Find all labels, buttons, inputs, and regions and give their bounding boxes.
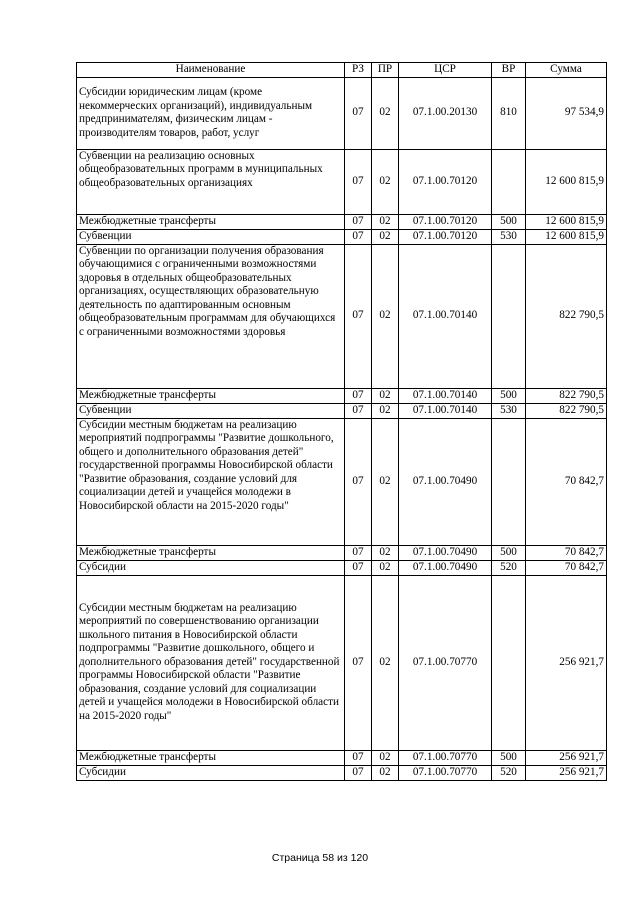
header-sum: Сумма	[526, 63, 607, 78]
cell-csr: 07.1.00.70140	[399, 244, 492, 388]
header-name: Наименование	[77, 63, 345, 78]
cell-sum: 822 790,5	[526, 403, 607, 418]
cell-pr: 02	[372, 214, 399, 229]
cell-vr: 520	[492, 560, 526, 575]
cell-pr: 02	[372, 765, 399, 780]
cell-sum: 12 600 815,9	[526, 149, 607, 214]
cell-vr: 500	[492, 750, 526, 765]
budget-table	[76, 62, 607, 781]
cell-sum: 256 921,7	[526, 765, 607, 780]
table-row	[77, 244, 607, 388]
cell-rz: 07	[345, 244, 372, 388]
cell-name: Субвенции	[77, 229, 345, 244]
table-row	[77, 575, 607, 750]
cell-name: Субсидии местным бюджетам на реализацию мероприятий подпрограммы "Развитие дошкольного, общего и дополнительного образования детей" государственной программы Новосибирской области "Развитие образования, создание условий для социализации детей и учащейся молодежи в Новосибирской области на 2015-2020 годы"	[77, 418, 345, 545]
table-header-row	[77, 63, 607, 78]
table-row	[77, 403, 607, 418]
cell-rz: 07	[345, 418, 372, 545]
cell-vr	[492, 418, 526, 545]
table-row	[77, 388, 607, 403]
cell-name: Субсидии юридическим лицам (кроме некоммерческих организаций), индивидуальным предпринимателям, физическим лицам - производителям товаров, работ, услуг	[77, 77, 345, 149]
cell-name: Межбюджетные трансферты	[77, 750, 345, 765]
cell-sum: 256 921,7	[526, 575, 607, 750]
header-rz: РЗ	[345, 63, 372, 78]
cell-vr	[492, 244, 526, 388]
cell-csr: 07.1.00.70140	[399, 388, 492, 403]
cell-sum: 822 790,5	[526, 244, 607, 388]
cell-sum: 70 842,7	[526, 560, 607, 575]
cell-sum: 70 842,7	[526, 545, 607, 560]
cell-pr: 02	[372, 229, 399, 244]
cell-sum: 97 534,9	[526, 77, 607, 149]
cell-csr: 07.1.00.70770	[399, 765, 492, 780]
cell-rz: 07	[345, 403, 372, 418]
cell-rz: 07	[345, 765, 372, 780]
cell-rz: 07	[345, 575, 372, 750]
cell-vr: 500	[492, 545, 526, 560]
cell-rz: 07	[345, 214, 372, 229]
cell-pr: 02	[372, 545, 399, 560]
cell-pr: 02	[372, 77, 399, 149]
cell-sum: 12 600 815,9	[526, 229, 607, 244]
cell-vr	[492, 575, 526, 750]
table-row	[77, 149, 607, 214]
cell-pr: 02	[372, 403, 399, 418]
cell-name: Межбюджетные трансферты	[77, 388, 345, 403]
cell-vr	[492, 149, 526, 214]
cell-name: Межбюджетные трансферты	[77, 545, 345, 560]
cell-sum: 70 842,7	[526, 418, 607, 545]
cell-csr: 07.1.00.70490	[399, 545, 492, 560]
cell-name: Субвенции на реализацию основных общеобразовательных программ в муниципальных общеобразовательных организациях	[77, 149, 345, 214]
cell-vr: 530	[492, 229, 526, 244]
cell-pr: 02	[372, 560, 399, 575]
cell-csr: 07.1.00.70770	[399, 750, 492, 765]
table-row	[77, 77, 607, 149]
page-number: Страница 58 из 120	[271, 852, 369, 864]
table-row	[77, 750, 607, 765]
header-csr: ЦСР	[399, 63, 492, 78]
cell-rz: 07	[345, 750, 372, 765]
table-row	[77, 560, 607, 575]
cell-rz: 07	[345, 545, 372, 560]
cell-csr: 07.1.00.70490	[399, 418, 492, 545]
cell-sum: 256 921,7	[526, 750, 607, 765]
cell-csr: 07.1.00.70120	[399, 229, 492, 244]
header-pr: ПР	[372, 63, 399, 78]
cell-name: Субсидии местным бюджетам на реализацию мероприятий по совершенствованию организации школьного питания в Новосибирской области подпрограммы "Развитие дошкольного, общего и дополнительного образования детей" государственной программы Новосибирской области "Развитие образования, создание условий для социализации детей и учащейся молодежи в Новосибирской области на 2015-2020 годы"	[77, 575, 345, 750]
cell-csr: 07.1.00.70140	[399, 403, 492, 418]
cell-csr: 07.1.00.20130	[399, 77, 492, 149]
cell-name: Субсидии	[77, 560, 345, 575]
cell-pr: 02	[372, 388, 399, 403]
cell-csr: 07.1.00.70770	[399, 575, 492, 750]
cell-pr: 02	[372, 418, 399, 545]
cell-vr: 520	[492, 765, 526, 780]
table-row	[77, 229, 607, 244]
table-row	[77, 418, 607, 545]
cell-name: Межбюджетные трансферты	[77, 214, 345, 229]
cell-rz: 07	[345, 77, 372, 149]
cell-pr: 02	[372, 575, 399, 750]
table-row	[77, 765, 607, 780]
cell-sum: 12 600 815,9	[526, 214, 607, 229]
cell-pr: 02	[372, 750, 399, 765]
table-row	[77, 214, 607, 229]
cell-rz: 07	[345, 229, 372, 244]
cell-vr: 810	[492, 77, 526, 149]
cell-sum: 822 790,5	[526, 388, 607, 403]
header-vr: ВР	[492, 63, 526, 78]
cell-pr: 02	[372, 149, 399, 214]
cell-rz: 07	[345, 149, 372, 214]
cell-vr: 530	[492, 403, 526, 418]
cell-pr: 02	[372, 244, 399, 388]
cell-csr: 07.1.00.70490	[399, 560, 492, 575]
cell-name: Субвенции по организации получения образования обучающимися с ограниченными возможностями здоровья в отдельных общеобразовательных организациях, осуществляющих образовательную деятельность по адаптированным основным общеобразовательным программам для обучающихся с ограниченными возможностями здоровья	[77, 244, 345, 388]
cell-vr: 500	[492, 214, 526, 229]
table-row	[77, 545, 607, 560]
cell-csr: 07.1.00.70120	[399, 214, 492, 229]
cell-rz: 07	[345, 388, 372, 403]
cell-vr: 500	[492, 388, 526, 403]
cell-name: Субвенции	[77, 403, 345, 418]
cell-name: Субсидии	[77, 765, 345, 780]
cell-csr: 07.1.00.70120	[399, 149, 492, 214]
cell-rz: 07	[345, 560, 372, 575]
